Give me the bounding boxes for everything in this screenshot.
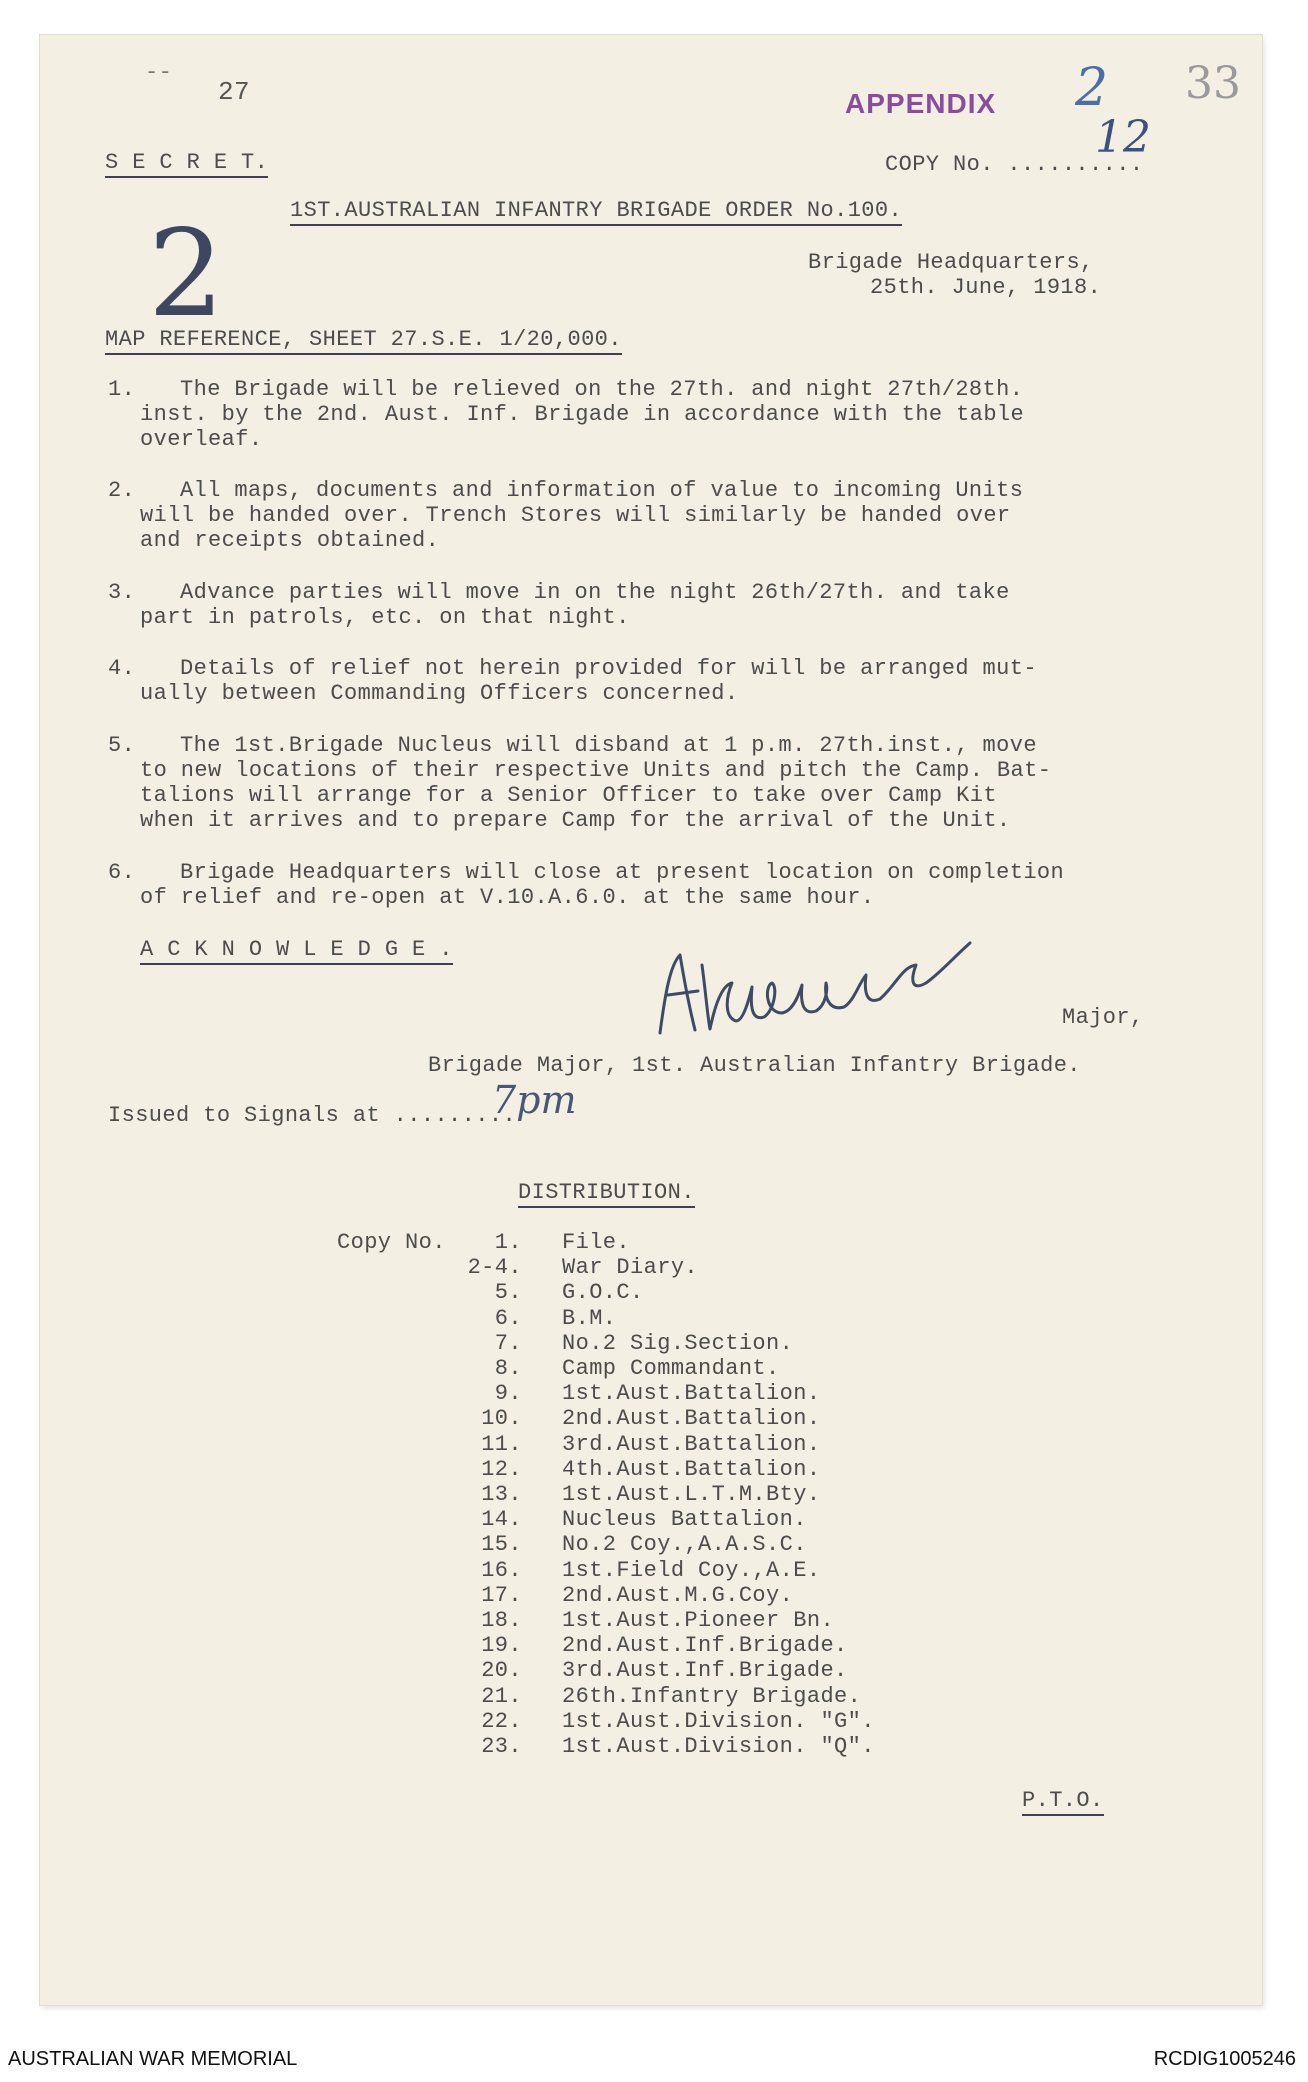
paragraph-line: and receipts obtained. (140, 528, 440, 553)
recipient: 1st.Aust.Battalion. (562, 1381, 821, 1407)
copy-no-label: Copy No. (337, 1230, 446, 1255)
handwritten-33: 33 (1185, 58, 1241, 109)
copy-number-value: 1. (494, 1230, 522, 1255)
recipient: Camp Commandant. (562, 1356, 780, 1381)
copy-number-value: 8. (494, 1356, 522, 1381)
paragraph-number: 3. (108, 580, 136, 605)
recipient: 1st.Aust.Pioneer Bn. (562, 1608, 835, 1633)
copy-number-value: 9. (494, 1381, 522, 1407)
recipient: 1st.Field Coy.,A.E. (562, 1557, 821, 1583)
copy-number-value: 14. (481, 1507, 522, 1533)
copy-number-value: 2-4. (467, 1255, 522, 1281)
paragraph-line: inst. by the 2nd. Aust. Inf. Brigade in accordance with the table (140, 402, 1025, 427)
paragraph-line: part in patrols, etc. on that night. (140, 605, 630, 630)
copy-number-value: 20. (481, 1658, 522, 1684)
recipient: War Diary. (562, 1255, 699, 1281)
copy-number-value: 22. (481, 1708, 522, 1734)
recipient: 4th.Aust.Battalion. (562, 1456, 821, 1482)
paragraph-line: Brigade Headquarters will close at present location on completion (180, 860, 1065, 885)
footer-source: AUSTRALIAN WAR MEMORIAL (8, 2048, 298, 2070)
copy-number-value: 10. (481, 1406, 522, 1432)
recipient: 1st.Aust.Division. "Q". (562, 1734, 875, 1759)
document-title: 1ST.AUSTRALIAN INFANTRY BRIGADE ORDER No.100. (290, 198, 902, 226)
paragraph-line: of relief and re-open at V.10.A.6.0. at the same hour. (140, 885, 875, 910)
copy-number-value: 12. (481, 1456, 522, 1482)
recipient: 2nd.Aust.M.G.Coy. (562, 1582, 794, 1608)
hq-date: 25th. June, 1918. (870, 275, 1102, 300)
distribution-heading: DISTRIBUTION. (518, 1180, 695, 1208)
copy-number-value: 19. (481, 1633, 522, 1659)
recipient: 1st.Aust.L.T.M.Bty. (562, 1482, 821, 1507)
paragraph-line: The Brigade will be relieved on the 27th. and night 27th/28th. (180, 377, 1024, 402)
copy-number: COPY No. .......... (885, 152, 1144, 177)
secret-label: S E C R E T. (105, 150, 268, 178)
issued-time-handwritten: 7pm (492, 1078, 577, 1122)
signature-rank: Major, (1062, 1005, 1144, 1030)
copy-number-value: 21. (481, 1683, 522, 1709)
copy-number-value: 5. (494, 1280, 522, 1306)
handwritten-big-2: 2 (148, 205, 225, 344)
copy-number-value: 11. (481, 1431, 522, 1457)
footer-id: RCDIG1005246 (1153, 2048, 1296, 2070)
pto-label: P.T.O. (1022, 1788, 1104, 1816)
hq-line-1: Brigade Headquarters, (808, 250, 1094, 275)
copy-number-value: 17. (481, 1582, 522, 1608)
paragraph-line: when it arrives and to prepare Camp for the arrival of the Unit. (140, 808, 1011, 833)
copy-number-value: 6. (494, 1305, 522, 1331)
recipient: File. (562, 1230, 631, 1255)
paragraph-line: overleaf. (140, 427, 263, 452)
recipient: 2nd.Aust.Inf.Brigade. (562, 1633, 848, 1659)
recipient: Nucleus Battalion. (562, 1507, 807, 1533)
paragraph-number: 4. (108, 656, 136, 681)
paragraph-line: ually between Commanding Officers concerned. (140, 681, 739, 706)
paragraph-number: 5. (108, 733, 136, 758)
recipient: 1st.Aust.Division. "G". (562, 1708, 875, 1734)
map-reference: MAP REFERENCE, SHEET 27.S.E. 1/20,000. (105, 327, 622, 355)
recipient: B.M. (562, 1305, 617, 1331)
copy-number-value: 7. (494, 1330, 522, 1356)
issued-to-signals: Issued to Signals at ......... (108, 1103, 517, 1128)
paragraph-line: Advance parties will move in on the night 26th/27th. and take (180, 580, 1010, 605)
appendix-stamp: APPENDIX (845, 88, 997, 119)
copy-number-value: 23. (481, 1734, 522, 1759)
signature-drawing (640, 925, 1020, 1045)
page-number: 27 (218, 77, 251, 107)
paragraph-line: talions will arrange for a Senior Officer to take over Camp Kit (140, 783, 997, 808)
signature-role: Brigade Major, 1st. Australian Infantry Brigade. (428, 1053, 1081, 1078)
acknowledge-label: A C K N O W L E D G E . (140, 937, 453, 965)
handwritten-2-blue: 2 (1075, 58, 1109, 118)
paragraph-line: to new locations of their respective Units and pitch the Camp. Bat- (140, 758, 1052, 783)
recipient: No.2 Sig.Section. (562, 1330, 794, 1356)
copy-number-value: 13. (481, 1482, 522, 1507)
paragraph-line: The 1st.Brigade Nucleus will disband at 1 p.m. 27th.inst., move (180, 733, 1037, 758)
recipient: 3rd.Aust.Battalion. (562, 1431, 821, 1457)
copy-number-value: 16. (481, 1557, 522, 1583)
recipient: G.O.C. (562, 1280, 644, 1306)
paragraph-number: 2. (108, 478, 136, 503)
paragraph-line: All maps, documents and information of value to incoming Units (180, 478, 1024, 503)
paragraph-number: 6. (108, 860, 136, 885)
top-dash: -- (145, 60, 173, 85)
handwritten-12: 12 (1095, 112, 1151, 163)
copy-number-value: 18. (481, 1608, 522, 1633)
recipient: 2nd.Aust.Battalion. (562, 1406, 821, 1432)
recipient: No.2 Coy.,A.A.S.C. (562, 1532, 807, 1558)
copy-number-value: 15. (481, 1532, 522, 1558)
recipient: 3rd.Aust.Inf.Brigade. (562, 1658, 848, 1684)
paragraph-number: 1. (108, 377, 136, 402)
paragraph-line: Details of relief not herein provided for will be arranged mut- (180, 656, 1037, 681)
recipient: 26th.Infantry Brigade. (562, 1683, 862, 1709)
paragraph-line: will be handed over. Trench Stores will similarly be handed over (140, 503, 1011, 528)
